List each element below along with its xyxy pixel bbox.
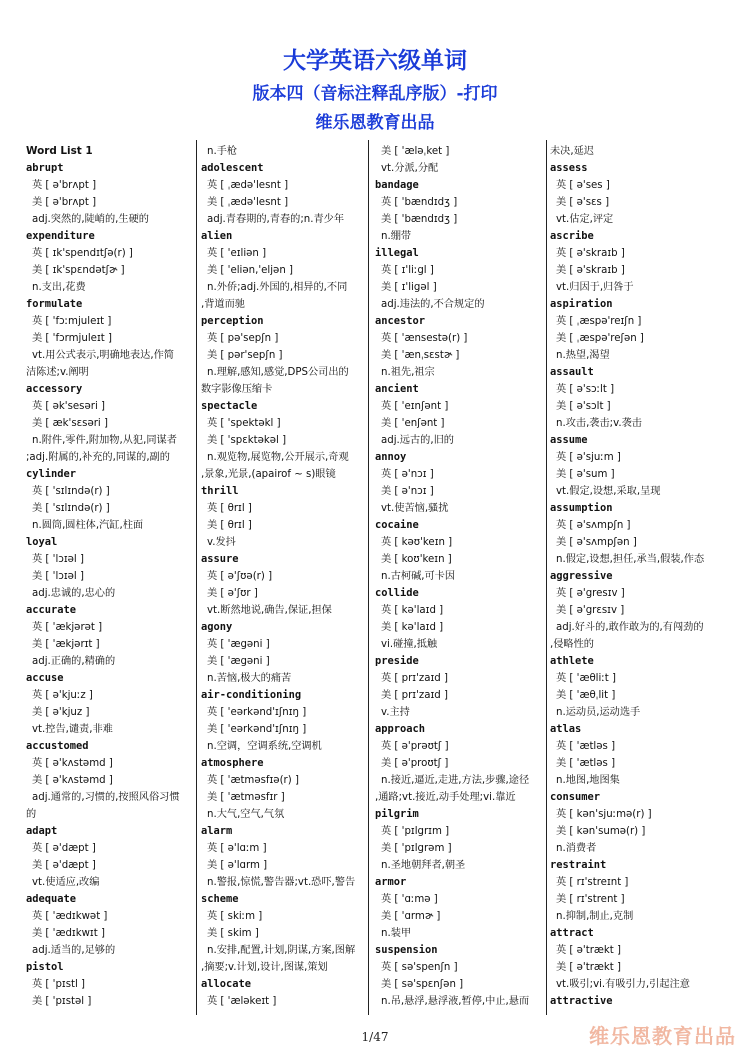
headword: alien [201, 230, 233, 242]
pronunciation: 美 [ koʊ'keɪn ] [381, 554, 452, 565]
definition: adj.适当的,足够的 [32, 945, 116, 956]
headword: assumption [550, 502, 613, 514]
headword: pistol [26, 961, 64, 973]
headword: accuse [26, 672, 64, 684]
definition-continued: ,摘要;v.计划,设计,图谋,策划 [201, 962, 328, 973]
pronunciation: 英 [ ə'sɔːlt ] [556, 384, 615, 395]
pronunciation: 英 [ ək'sesəri ] [32, 401, 105, 412]
pronunciation: 美 [ 'spɛktəkəl ] [207, 435, 287, 446]
definition: adj.正确的,精确的 [32, 656, 116, 667]
headword: attractive [550, 995, 613, 1007]
pronunciation: 英 [ ə'lɑːm ] [207, 843, 267, 854]
pronunciation: 英 [ 'pɪstl ] [32, 979, 86, 990]
pronunciation: 英 [ 'pɪlgrɪm ] [381, 826, 450, 837]
pronunciation: 美 [ ˌæspə'reʃən ] [556, 333, 644, 344]
pronunciation: 英 [ kə'laɪd ] [381, 605, 444, 616]
page-number: 1/47 [361, 1030, 389, 1044]
pronunciation: 英 [ kəʊ'keɪn ] [381, 537, 453, 548]
pronunciation: 美 [ 'fɔrmjuleɪt ] [32, 333, 112, 344]
definition: n.装甲 [381, 928, 412, 939]
headword: allocate [201, 978, 252, 990]
pronunciation: 英 [ ə'sjuːm ] [556, 452, 621, 463]
pronunciation: 美 [ 'eərkənd'ɪʃnɪŋ ] [207, 724, 307, 735]
headword: thrill [201, 485, 239, 497]
pronunciation: 美 [ sə'spɛnʃən ] [381, 979, 464, 990]
definition: n.手枪 [207, 146, 238, 157]
pronunciation: 美 [ æk'sɛsəri ] [32, 418, 108, 429]
definition: n.抑制,制止,克制 [556, 911, 634, 922]
word-column-4 [550, 143, 726, 1013]
pronunciation: 美 [ 'eliən,'eljən ] [207, 265, 293, 276]
headword: aspiration [550, 298, 613, 310]
pronunciation: 英 [ ə'nɔɪ ] [381, 469, 434, 480]
pronunciation: 英 [ 'ɑːmə ] [381, 894, 438, 905]
pronunciation: 美 [ ə'skraɪb ] [556, 265, 625, 276]
pronunciation: 英 [ ˌæspə'reɪʃn ] [556, 316, 642, 327]
pronunciation: 美 [ 'æθˌlit ] [556, 690, 616, 701]
headword: assure [201, 553, 239, 565]
definition: vt.估定,评定 [556, 214, 614, 225]
headword: ancestor [375, 315, 426, 327]
page-title: 大学英语六级单词 [283, 48, 467, 74]
headword: alarm [201, 825, 233, 837]
pronunciation: 英 [ 'lɔɪəl ] [32, 554, 84, 565]
pronunciation: 美 [ ə'kjuz ] [32, 707, 90, 718]
headword: assault [550, 366, 594, 378]
definition: n.消费者 [556, 843, 597, 854]
definition: n.圣地朝拜者,朝圣 [381, 860, 466, 871]
definition: v.主持 [381, 707, 410, 718]
column-divider [546, 140, 547, 1015]
pronunciation: 英 [ ˌædə'lesnt ] [207, 180, 289, 191]
pronunciation: 英 [ 'ædɪkwət ] [32, 911, 108, 922]
headword: aggressive [550, 570, 613, 582]
definition: n.观览物,展览物,公开展示,奇观 [207, 452, 349, 463]
headword: illegal [375, 247, 419, 259]
pronunciation: 英 [ 'spektəkl ] [207, 418, 281, 429]
headword: assume [550, 434, 588, 446]
pronunciation: 美 [ prɪ'zaɪd ] [381, 690, 448, 701]
pronunciation: 英 [ ɪk'spendɪtʃə(r) ] [32, 248, 133, 259]
headword: accustomed [26, 740, 89, 752]
pronunciation: 美 [ ə'dæpt ] [32, 860, 96, 871]
headword: air-conditioning [201, 689, 302, 701]
definition: n.假定,设想,担任,承当,假装,作态 [556, 554, 705, 565]
definition: vt.归因于,归咎于 [556, 282, 634, 293]
headword: cocaine [375, 519, 419, 531]
pronunciation: 美 [ ə'sɔlt ] [556, 401, 611, 412]
pronunciation: 美 [ rɪ'strent ] [556, 894, 625, 905]
pronunciation: 英 [ 'ækjərət ] [32, 622, 103, 633]
headword: suspension [375, 944, 438, 956]
headword: attract [550, 927, 594, 939]
pronunciation: 美 [ 'æləˌket ] [381, 146, 450, 157]
pronunciation: 美 [ θrɪl ] [207, 520, 252, 531]
pronunciation: 英 [ rɪ'streɪnt ] [556, 877, 629, 888]
word-column-2 [201, 143, 362, 1013]
headword: bandage [375, 179, 419, 191]
pronunciation: 英 [ ɪ'liːgl ] [381, 265, 434, 276]
definition: n.圆筒,圆柱体,汽缸,柱面 [32, 520, 144, 531]
headword: perception [201, 315, 264, 327]
pronunciation: 美 [ ə'sʌmpʃən ] [556, 537, 637, 548]
pronunciation: 英 [ 'ætməsfɪə(r) ] [207, 775, 299, 786]
pronunciation: 美 [ ə'ʃʊr ] [207, 588, 258, 599]
definition: adj.通常的,习惯的,按照风俗习惯 [32, 792, 180, 803]
definition: n.大气,空气,气氛 [207, 809, 285, 820]
definition: adj.突然的,陡峭的,生硬的 [32, 214, 149, 225]
pronunciation: 英 [ θrɪl ] [207, 503, 252, 514]
pronunciation: 美 [ ɪ'ligəl ] [381, 282, 437, 293]
pronunciation: 美 [ kə'laɪd ] [381, 622, 444, 633]
pronunciation: 英 [ 'fɔːmjuleɪt ] [32, 316, 112, 327]
pronunciation: 美 [ ə'sum ] [556, 469, 615, 480]
pronunciation: 英 [ ə'prəʊtʃ ] [381, 741, 449, 752]
headword: adolescent [201, 162, 264, 174]
pronunciation: 美 [ 'ɑrmɚ ] [381, 911, 441, 922]
definition: n.理解,感知,感觉,DPS公司出的 [207, 367, 349, 378]
pronunciation: 美 [ ə'sɛs ] [556, 197, 610, 208]
pronunciation: 美 [ 'pɪstəl ] [32, 996, 92, 1007]
definition-continued: ,通路;vt.接近,动手处理;vi.靠近 [375, 792, 516, 803]
pronunciation: 英 [ ə'skraɪb ] [556, 248, 625, 259]
headword: approach [375, 723, 426, 735]
pronunciation: 美 [ 'sɪlɪndə(r) ] [32, 503, 110, 514]
definition: n.热望,渴望 [556, 350, 610, 361]
word-list-heading: Word List 1 [26, 145, 93, 157]
pronunciation: 美 [ 'ætməsfɪr ] [207, 792, 285, 803]
headword: annoy [375, 451, 407, 463]
pronunciation: 英 [ 'eərkənd'ɪʃnɪŋ ] [207, 707, 307, 718]
definition: n.攻击,袭击;v.袭击 [556, 418, 642, 429]
pronunciation: 美 [ ə'lɑrm ] [207, 860, 268, 871]
definition: vt.使苦恼,骚扰 [381, 503, 449, 514]
headword: scheme [201, 893, 239, 905]
headword: accessory [26, 383, 83, 395]
headword: atlas [550, 723, 582, 735]
headword: armor [375, 876, 407, 888]
definition-continued: 洁陈述;v.阐明 [26, 367, 89, 378]
pronunciation: 美 [ 'bændɪdʒ ] [381, 214, 458, 225]
headword: cylinder [26, 468, 77, 480]
pronunciation: 美 [ ə'kʌstəmd ] [32, 775, 113, 786]
pronunciation: 英 [ ə'sʌmpʃn ] [556, 520, 631, 531]
word-column-3 [375, 143, 543, 1013]
pronunciation: 英 [ 'ætləs ] [556, 741, 616, 752]
definition: n.苦恼,极大的痛苦 [207, 673, 292, 684]
pronunciation: 英 [ pə'sepʃn ] [207, 333, 279, 344]
publisher-line: 维乐恩教育出品 [315, 113, 435, 133]
pronunciation: 美 [ ə'nɔɪ ] [381, 486, 434, 497]
definition: vt.分派,分配 [381, 163, 439, 174]
definition: n.地图,地图集 [556, 775, 620, 786]
definition-continued: ,景象,光景,(apairof ~ s)眼镜 [201, 469, 336, 480]
pronunciation: 美 [ ə'brʌpt ] [32, 197, 97, 208]
headword: pilgrim [375, 808, 419, 820]
pronunciation: 英 [ kən'sjuːmə(r) ] [556, 809, 652, 820]
definition: v.发抖 [207, 537, 236, 548]
headword: adequate [26, 893, 77, 905]
definition: vi.碰撞,抵触 [381, 639, 438, 650]
headword: accurate [26, 604, 77, 616]
definition: adj.好斗的,敢作敢为的,有闯劲的 [556, 622, 704, 633]
definition: n.绷带 [381, 231, 412, 242]
page-subtitle: 版本四（音标注释乱序版）-打印 [252, 84, 498, 104]
headword: atmosphere [201, 757, 264, 769]
definition: n.吊,悬浮,悬浮液,暂停,中止,悬而 [381, 996, 530, 1007]
pronunciation: 美 [ skim ] [207, 928, 259, 939]
column-divider [368, 140, 369, 1015]
pronunciation: 英 [ 'bændɪdʒ ] [381, 197, 458, 208]
column-divider [196, 140, 197, 1015]
headword: expenditure [26, 230, 95, 242]
headword: athlete [550, 655, 594, 667]
pronunciation: 英 [ sə'spenʃn ] [381, 962, 458, 973]
definition: vt.用公式表示,明确地表达,作简 [32, 350, 174, 361]
pronunciation: 英 [ 'sɪlɪndə(r) ] [32, 486, 110, 497]
pronunciation: 美 [ 'ædɪkwɪt ] [32, 928, 105, 939]
definition-continued: ,背道而驰 [201, 299, 245, 310]
definition: n.外侨;adj.外国的,相异的,不同 [207, 282, 348, 293]
definition: n.祖先,祖宗 [381, 367, 435, 378]
watermark-logo: 维乐恩教育出品 [589, 1024, 736, 1048]
headword: restraint [550, 859, 607, 871]
headword: formulate [26, 298, 83, 310]
definition: vt.使适应,改编 [32, 877, 100, 888]
definition: vt.吸引;vi.有吸引力,引起注意 [556, 979, 690, 990]
pronunciation: 英 [ prɪ'zaɪd ] [381, 673, 448, 684]
headword: preside [375, 655, 419, 667]
pronunciation: 英 [ ə'gresɪv ] [556, 588, 625, 599]
headword: spectacle [201, 400, 258, 412]
headword: assess [550, 162, 588, 174]
pronunciation: 美 [ ə'grɛsɪv ] [556, 605, 625, 616]
headword: agony [201, 621, 233, 633]
pronunciation: 美 [ 'ænˌsɛstɚ ] [381, 350, 460, 361]
pronunciation: 美 [ 'enʃənt ] [381, 418, 445, 429]
pronunciation: 美 [ kən'sumə(r) ] [556, 826, 646, 837]
definition: vt.假定,设想,采取,呈现 [556, 486, 661, 497]
pronunciation: 美 [ 'ægəni ] [207, 656, 270, 667]
word-column-1 [26, 143, 192, 1013]
pronunciation: 英 [ ə'ses ] [556, 180, 610, 191]
definition: n.安排,配置,计划,阴谋,方案,图解 [207, 945, 356, 956]
pronunciation: 英 [ 'ægəni ] [207, 639, 270, 650]
pronunciation: 英 [ ə'trækt ] [556, 945, 621, 956]
headword: consumer [550, 791, 601, 803]
pronunciation: 美 [ 'ætləs ] [556, 758, 616, 769]
pronunciation: 英 [ 'eɪliən ] [207, 248, 267, 259]
headword: ancient [375, 383, 419, 395]
pronunciation: 美 [ pər'sepʃn ] [207, 350, 283, 361]
pronunciation: 美 [ 'ækjərɪt ] [32, 639, 100, 650]
definition-continued: ,侵略性的 [550, 639, 594, 650]
definition: n.运动员,运动选手 [556, 707, 641, 718]
pronunciation: 美 [ 'pɪlgrəm ] [381, 843, 452, 854]
definition: n.古柯碱,可卡因 [381, 571, 456, 582]
definition: n.支出,花费 [32, 282, 86, 293]
pronunciation: 英 [ ə'kʌstəmd ] [32, 758, 113, 769]
definition: n.附件,零件,附加物,从犯,同谋者 [32, 435, 177, 446]
definition: adj.忠诚的,忠心的 [32, 588, 116, 599]
pronunciation: 美 [ ɪk'spɛndətʃɚ ] [32, 265, 125, 276]
definition-continued: 数字影像压缩卡 [201, 384, 273, 395]
pronunciation: 英 [ 'eɪnʃənt ] [381, 401, 449, 412]
pronunciation: 美 [ 'lɔɪəl ] [32, 571, 84, 582]
headword: abrupt [26, 162, 64, 174]
definition: n.警报,惊慌,警告器;vt.恐吓,警告 [207, 877, 356, 888]
headword: collide [375, 587, 419, 599]
pronunciation: 英 [ ə'ʃʊə(r) ] [207, 571, 273, 582]
pronunciation: 英 [ ə'dæpt ] [32, 843, 96, 854]
pronunciation: 英 [ 'æθliːt ] [556, 673, 616, 684]
pronunciation: 英 [ 'ænsestə(r) ] [381, 333, 468, 344]
definition-continued: 的 [26, 809, 37, 820]
pronunciation: 英 [ ə'brʌpt ] [32, 180, 97, 191]
definition-continued: ;adj.附属的,补充的,同谋的,副的 [26, 452, 170, 463]
pronunciation: 英 [ ə'kjuːz ] [32, 690, 93, 701]
pronunciation: 美 [ ˌædə'lesnt ] [207, 197, 289, 208]
definition: vt.断然地说,确告,保证,担保 [207, 605, 332, 616]
definition: adj.违法的,不合规定的 [381, 299, 485, 310]
headword: ascribe [550, 230, 594, 242]
headword: adapt [26, 825, 58, 837]
pronunciation: 美 [ ə'proʊtʃ ] [381, 758, 449, 769]
definition-continued: 未决,延迟 [550, 146, 594, 157]
definition: n.接近,逼近,走进,方法,步骤,途径 [381, 775, 530, 786]
headword: loyal [26, 536, 58, 548]
definition: adj.远古的,旧的 [381, 435, 454, 446]
definition: vt.控告,谴责,非难 [32, 724, 113, 735]
pronunciation: 英 [ skiːm ] [207, 911, 263, 922]
pronunciation: 美 [ ə'trækt ] [556, 962, 621, 973]
definition: adj.青春期的,青春的;n.青少年 [207, 214, 345, 225]
definition: n.空调，空调系统,空调机 [207, 741, 322, 752]
pronunciation: 英 [ 'æləkeɪt ] [207, 996, 277, 1007]
